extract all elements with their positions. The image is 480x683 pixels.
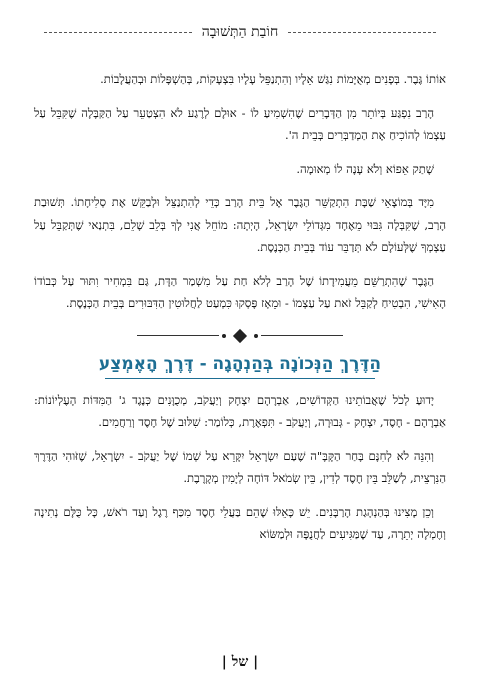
header-rule-left xyxy=(44,32,192,33)
running-header xyxy=(44,22,436,42)
section-paragraph: וְכֵן מָצִינוּ בְּהַנְהָגַת הָרַבָּנִים. יֵשׁ כָּאֵלּוּ שֶׁהֵם בַּעֲלֵי חֶסֶד מִכַּף רֶגֶל וְעַד רֹאשׁ, כָּל כֻּלָּם נְתִינָה וְחֶמְלָה יְתֵרָה, עַד שֶׁמַּגִּיעִים לַחֲנֻפָּה וּלְמַשּׂוֹא xyxy=(34,504,446,541)
section-heading xyxy=(34,352,446,379)
body-paragraph: אוֹתוֹ גֶּבֶר. בְּפָנִים מְאֻיָּמוֹת נִגַּשׁ אֵלָיו וְהִתְנַפֵּל עָלָיו בִּצְעָקוֹת, בְּהַשְׁפָּלוֹת וּבְהַעֲלָבוֹת. xyxy=(100,72,446,86)
divider-diamond xyxy=(233,328,247,342)
page-body xyxy=(34,68,446,557)
body-paragraph: הָרַב נִפְגַּע בְּיוֹתֵר מִן הַדְּבָרִים שֶׁהִשְׁמִיעַ לוֹ - אוּלָם לְרֶגַע לֹא הִצְטַעֵר עַל הַקַּבָּלָה שֶׁקִּבֵּל עַל עַצְמוֹ לְהוֹכִיחַ אֶת הַמְדַבְּרִים בְּבֵית ה'. xyxy=(34,105,446,142)
header-rule-right xyxy=(288,32,436,33)
body-paragraph: מִיָּד בְּמוֹצָאֵי שַׁבָּת הִתְקַשֵּׁר הַגֶּבֶר אֶל בֵּית הָרַב כְּדֵי לְהִתְנַצֵּל וּלְבַקֵּשׁ אֶת סְלִיחָתוֹ. תְּשׁוּבַת הָרַב, שֶׁקִּבְּלָה גִּבּוּי מֵאֶחָד מִגְּדוֹלֵי יִשְׂרָאֵל, הָיְתָה: מוֹחֵל אֲנִי לְךָ בְּלֵב שָׁלֵם, בִּתְנַאי שֶׁתְּקַבֵּל עַל עַצְמְךָ שֶׁלְּעוֹלָם לֹא תְּדַבֵּר עוֹד בְּבֵית הַכְּנֶסֶת. xyxy=(34,195,446,254)
section-divider-ornament xyxy=(34,326,446,346)
section-heading-text: הַדֶּרֶךְ הַנְּכוֹנָה בְּהַנְהָגָה - דֶּרֶךְ הָאֶמְצַע xyxy=(98,353,382,374)
section-heading-underline xyxy=(105,378,375,379)
divider-line xyxy=(261,335,343,336)
divider-dot xyxy=(222,334,226,338)
section-paragraph: יָדוּעַ לְכֹל שֶׁאֲבוֹתֵינוּ הַקְּדוֹשִׁים, אַבְרָהָם יִצְחָק וְיַעֲקֹב, מְכֻוָּנִים כְּנֶגֶד ג' הַמִּדּוֹת הָעֶלְיוֹנוֹת: אַבְרָהָם - חֶסֶד, יִצְחָק - גְּבוּרָה, וְיַעֲקֹב - תִּפְאֶרֶת, כְּלוֹמַר: שִׁלּוּב שֶׁל חֶסֶד וְרַחֲמִים. xyxy=(34,392,446,429)
body-paragraph: הַגֶּבֶר שֶׁהִתְרַשֵּׁם מֵעֲמִידָתוֹ שֶׁל הָרַב לְלֹא חַת עַל מִשְׁמַר הַדָּת, גַּם בִּמְחִיר וִתּוּר עַל כְּבוֹדוֹ הָאִישִׁי, הִבְטִיחַ לְקַבֵּל זֹאת עַל עַצְמוֹ - וּמֵאָז פָּסְקוּ כִּמְעַט לַחֲלוּטִין הַדִּבּוּרִים בְּבֵית הַכְּנֶסֶת. xyxy=(34,273,446,310)
page-number: | של | xyxy=(221,654,259,670)
body-paragraph: שָׁתַק אֵפוֹא וְלֹא עָנָה לוֹ מְאוּמָה. xyxy=(296,161,434,176)
divider-line xyxy=(137,335,219,336)
section-paragraph: וְהִנֵּה לֹא לְחִנָּם בָּחַר הַקָּבָּ"ה שֶׁעַם יִשְׂרָאֵל יִקָּרֵא עַל שְׁמוֹ שֶׁל יַעֲקֹב - יִשְׂרָאֵל, שֶׁזֹּוהִי הַדֶּרֶךְ הַנִּרְצֵית, לְשַׁלֵּב בֵּין חֶסֶד לְדִין, בֵּין שְׂמֹאל דּוֹחָה לְיָמִין מְקָרֶבֶת. xyxy=(34,448,446,485)
divider-dot xyxy=(254,334,258,338)
running-header-title: חוֹבַת הַתְּשׁוּבָה xyxy=(201,23,279,40)
